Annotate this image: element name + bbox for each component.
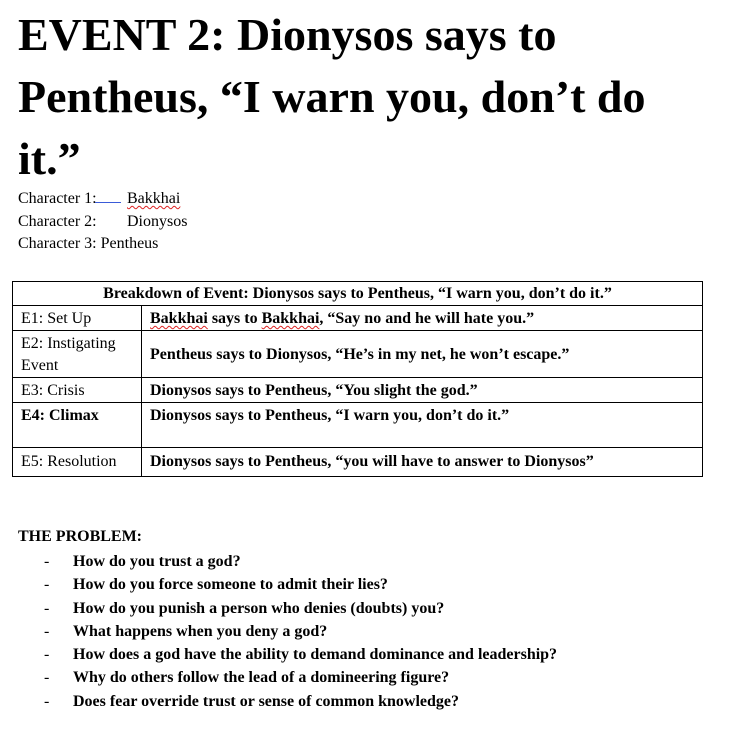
list-item <box>18 666 557 689</box>
bullet-dash: - <box>44 646 50 664</box>
row-label-e1: E1: Set Up <box>13 306 142 331</box>
list-item-text: How do you force someone to admit their lies? <box>73 576 388 594</box>
table-row <box>13 378 703 403</box>
misspelled-name: Bakkhai <box>261 310 320 327</box>
list-item-text: How does a god have the ability to demand dominance and leadership? <box>73 646 558 664</box>
desc-text: , “Say no and he will hate you.” <box>319 310 535 327</box>
list-item <box>18 620 557 643</box>
bullet-dash: - <box>44 599 50 617</box>
character-2-label: Character 2: <box>18 212 97 230</box>
list-item <box>18 573 557 596</box>
list-item-text: Does fear override trust or sense of common knowledge? <box>73 692 460 710</box>
bullet-dash: - <box>44 576 50 594</box>
bullet-dash: - <box>44 669 50 687</box>
list-item <box>18 690 557 713</box>
misspelled-name: Bakkhai <box>150 310 208 327</box>
character-line-2 <box>18 211 187 234</box>
character-1-value: Bakkhai <box>127 190 181 207</box>
bullet-dash: - <box>44 692 50 710</box>
list-item <box>18 597 557 620</box>
bullet-dash: - <box>44 553 50 570</box>
character-line-3 <box>18 233 187 256</box>
table-row <box>13 448 703 477</box>
list-item <box>18 550 557 573</box>
row-label-e5: E5: Resolution <box>13 448 142 477</box>
row-label-e4: E4: Climax <box>13 403 142 448</box>
character-3-label: Character 3: <box>18 235 97 252</box>
character-2-value: Dionysos <box>127 212 188 230</box>
bullet-dash: - <box>44 622 50 640</box>
character-list <box>18 188 187 256</box>
list-item-text: How do you punish a person who denies (doubts) you? <box>73 599 445 617</box>
row-desc-e1 <box>142 306 703 331</box>
row-label-e3: E3: Crisis <box>13 378 142 403</box>
table-row <box>13 403 703 448</box>
row-desc-e5: Dionysos says to Pentheus, “you will have to answer to Dionysos” <box>142 448 703 477</box>
row-desc-e3: Dionysos says to Pentheus, “You slight the god.” <box>142 378 703 403</box>
problem-list <box>18 550 557 713</box>
list-item-text: How do you trust a god? <box>73 553 241 570</box>
table-row <box>13 306 703 331</box>
table-row <box>13 331 703 378</box>
row-desc-e4: Dionysos says to Pentheus, “I warn you, don’t do it.” <box>142 403 703 448</box>
desc-text: says to <box>207 310 262 327</box>
list-item-text: Why do others follow the lead of a domineering figure? <box>73 669 450 687</box>
blank-underline <box>95 201 121 203</box>
character-3-value: Pentheus <box>100 235 159 252</box>
table-header-row <box>13 282 703 306</box>
character-1-label <box>18 188 104 211</box>
problem-heading: THE PROBLEM: <box>18 528 143 545</box>
event-breakdown-table <box>12 281 703 477</box>
character-line-1 <box>18 188 187 211</box>
event-breakdown-table-wrapper <box>12 281 703 477</box>
event-title: EVENT 2: Dionysos says to Pentheus, “I warn you, don’t do it.” <box>18 9 646 184</box>
row-desc-e2: Pentheus says to Dionysos, “He’s in my net, he won’t escape.” <box>142 331 703 378</box>
character-1-label-text: Character 1: <box>18 190 97 207</box>
list-item-text: What happens when you deny a god? <box>73 622 328 640</box>
list-item <box>18 643 557 666</box>
row-label-e2: E2: Instigating Event <box>13 331 142 378</box>
table-header: Breakdown of Event: Dionysos says to Pentheus, “I warn you, don’t do it.” <box>13 282 703 306</box>
